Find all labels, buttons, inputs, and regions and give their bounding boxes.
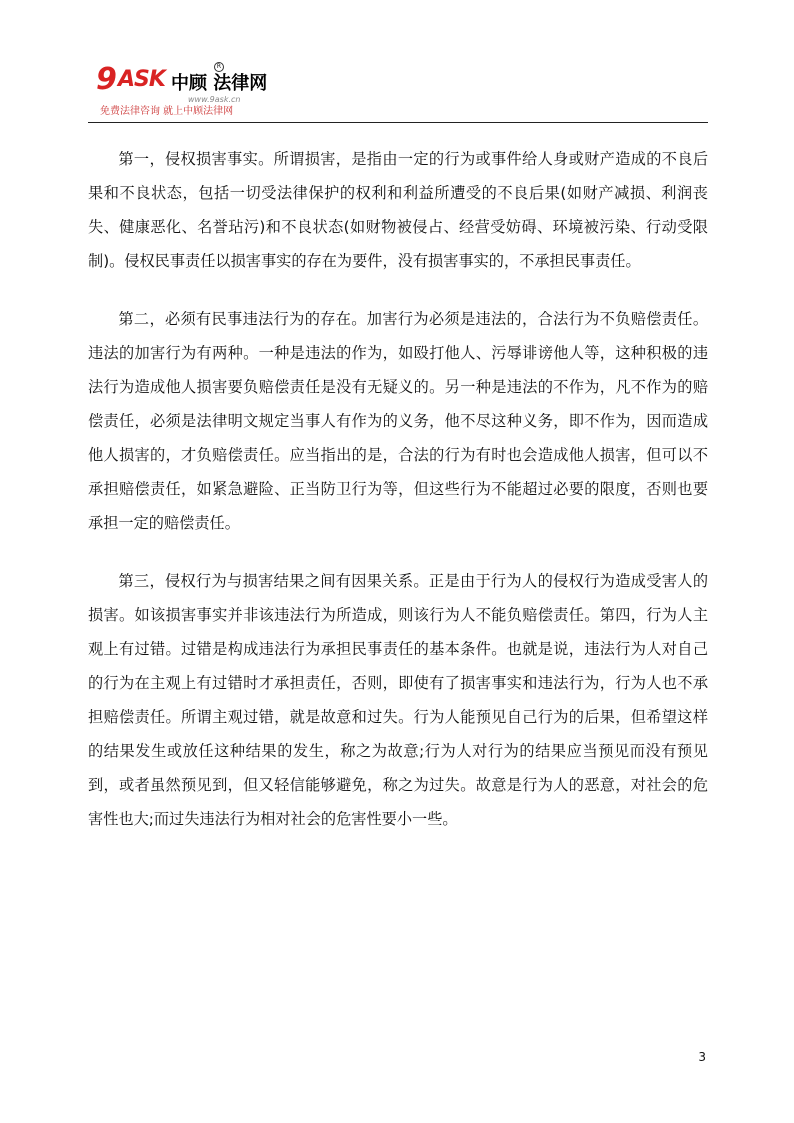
logo-slogan: 免费法律咨询 就上中顾法律网 [100,106,234,117]
logo-url: www.9ask.cn [188,95,241,104]
logo-name: 中顾 法律网 [171,73,268,94]
paragraph: 第三，侵权行为与损害结果之间有因果关系。正是由于行为人的侵权行为造成受害人的损害。如该损害事实并非该违法行为所造成，则该行为人不能负赔偿责任。第四，行为人主观上有过错。过错是构成违法行为承担民事责任的基本条件。也就是说，违法行为人对自己的行为在主观上有过错时才承担责任，否则，即使有了损害事实和违法行为，行为人也不承担赔偿责任。所谓主观过错，就是故意和过失。行为人能预见自己行为的后果，但希望这样的结果发生或放任这种结果的发生，称之为故意;行为人对行为的结果应当预见而没有预见到，或者虽然预见到，但又轻信能够避免，称之为过失。故意是行为人的恶意，对社会的危害性也大;而过失违法行为相对社会的危害性要小一些。 [88,572,708,828]
paragraph: 第二，必须有民事违法行为的存在。加害行为必须是违法的，合法行为不负赔偿责任。违法的加害行为有两种。一种是违法的作为，如殴打他人、污辱诽谤他人等，这种积极的违法行为造成他人损害要负赔偿责任是没有无疑义的。另一种是违法的不作为，凡不作为的赔偿责任，必须是法律明文规定当事人有作为的义务，他不尽这种义务，即不作为，因而造成他人损害的，才负赔偿责任。应当指出的是，合法的行为有时也会造成他人损害，但可以不承担赔偿责任，如紧急避险、正当防卫行为等，但这些行为不能超过必要的限度，否则也要承担一定的赔偿责任。 [88,310,708,532]
header-divider [88,122,708,123]
document-body [88,142,708,860]
paragraph: 第一，侵权损害事实。所谓损害，是指由一定的行为或事件给人身或财产造成的不良后果和不良状态，包括一切受法律保护的权利和利益所遭受的不良后果(如财产减损、利润丧失、健康恶化、名誉玷污)和不良状态(如财物被侵占、经营受妨碍、环境被污染、行动受限制)。侵权民事责任以损害事实的存在为要件，没有损害事实的，不承担民事责任。 [88,150,708,270]
logo-ask: ASK [118,67,165,92]
page-number: 3 [698,1050,706,1064]
page-header [88,55,708,123]
logo-mark: 9 [96,62,115,97]
registered-icon: R [214,62,224,72]
